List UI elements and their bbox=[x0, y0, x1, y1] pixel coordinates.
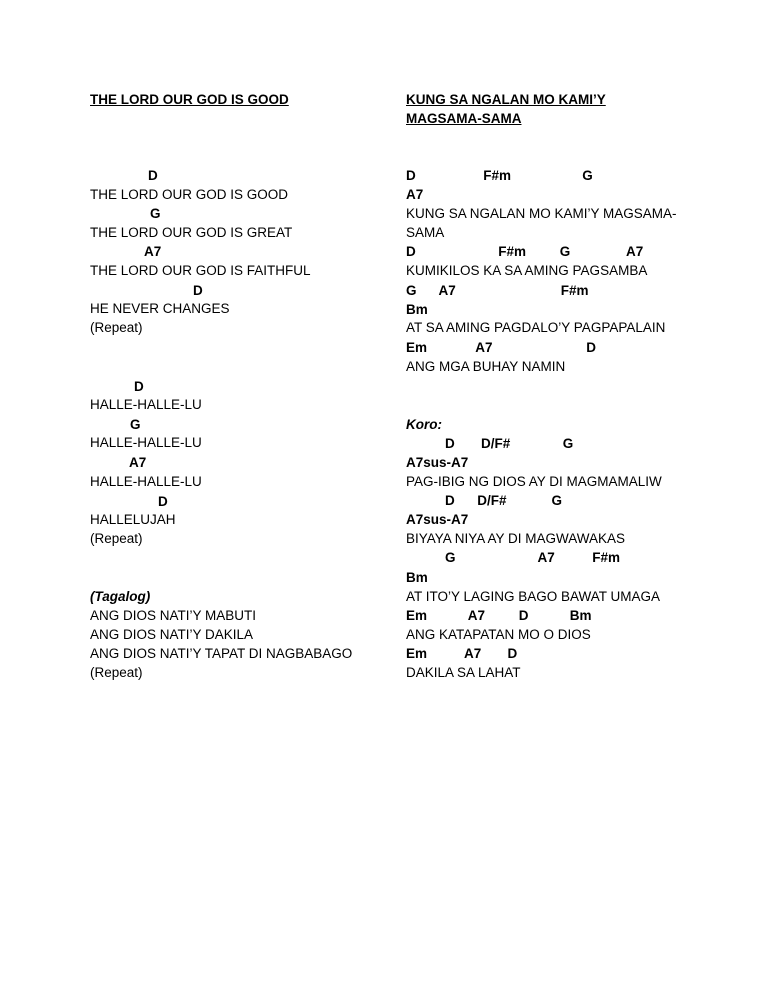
lyric-line: PAG-IBIG NG DIOS AY DI MAGMAMALIW bbox=[406, 474, 662, 489]
chord-line: G A7 F#m bbox=[406, 283, 589, 298]
chord-line: Bm bbox=[406, 302, 428, 317]
lyric-line: HE NEVER CHANGES bbox=[90, 301, 230, 316]
lyric-line: AT SA AMING PAGDALO’Y PAGPAPALAIN bbox=[406, 320, 666, 335]
repeat-note: (Repeat) bbox=[90, 665, 143, 680]
chord-line: G bbox=[130, 417, 141, 432]
lyric-line: THE LORD OUR GOD IS FAITHFUL bbox=[90, 263, 311, 278]
lyric-line: THE LORD OUR GOD IS GREAT bbox=[90, 225, 293, 240]
chord-line: D D/F# G bbox=[445, 493, 563, 508]
chord-line: A7 bbox=[144, 244, 162, 259]
lyric-line: HALLE-HALLE-LU bbox=[90, 474, 202, 489]
lyric-line: KUNG SA NGALAN MO KAMI’Y MAGSAMA- bbox=[406, 206, 677, 221]
chord-line: G bbox=[150, 206, 161, 221]
chord-line: D D/F# G bbox=[445, 436, 574, 451]
chord-line: D bbox=[134, 379, 144, 394]
chord-line: D F#m G bbox=[406, 168, 593, 183]
chord-line: Em A7 D Bm bbox=[406, 608, 592, 623]
chord-line: Em A7 D bbox=[406, 646, 518, 661]
lyric-line: SAMA bbox=[406, 225, 445, 240]
right-song-title-line1: KUNG SA NGALAN MO KAMI’Y bbox=[406, 92, 606, 107]
lyric-line: BIYAYA NIYA AY DI MAGWAWAKAS bbox=[406, 531, 626, 546]
tagalog-heading: (Tagalog) bbox=[90, 589, 151, 604]
right-song-title-line2: MAGSAMA-SAMA bbox=[406, 111, 522, 126]
lyric-line: HALLELUJAH bbox=[90, 512, 176, 527]
chorus-heading: Koro: bbox=[406, 417, 442, 432]
left-song-title: THE LORD OUR GOD IS GOOD bbox=[90, 92, 289, 107]
chord-line: A7sus-A7 bbox=[406, 512, 469, 527]
lyric-line: ANG DIOS NATI’Y DAKILA bbox=[90, 627, 254, 642]
chord-line: G A7 F#m bbox=[445, 550, 621, 565]
repeat-note: (Repeat) bbox=[90, 320, 143, 335]
chord-line: A7 bbox=[406, 187, 424, 202]
repeat-note: (Repeat) bbox=[90, 531, 143, 546]
chord-line: A7 bbox=[129, 455, 147, 470]
lyric-line: HALLE-HALLE-LU bbox=[90, 397, 202, 412]
chord-line: D bbox=[193, 283, 203, 298]
lyric-line: ANG MGA BUHAY NAMIN bbox=[406, 359, 566, 374]
lyric-line: ANG DIOS NATI’Y TAPAT DI NAGBABAGO bbox=[90, 646, 353, 661]
chord-line: Bm bbox=[406, 570, 428, 585]
lyric-line: KUMIKILOS KA SA AMING PAGSAMBA bbox=[406, 263, 648, 278]
lyric-line: AT ITO’Y LAGING BAGO BAWAT UMAGA bbox=[406, 589, 661, 604]
lyric-line: ANG KATAPATAN MO O DIOS bbox=[406, 627, 591, 642]
lyric-line: DAKILA SA LAHAT bbox=[406, 665, 521, 680]
chord-line: D bbox=[158, 494, 168, 509]
chord-line: D F#m G A7 bbox=[406, 244, 644, 259]
lyric-line: ANG DIOS NATI’Y MABUTI bbox=[90, 608, 257, 623]
chord-line: Em A7 D bbox=[406, 340, 597, 355]
chord-line: D bbox=[148, 168, 158, 183]
chord-line: A7sus-A7 bbox=[406, 455, 469, 470]
lyric-line: THE LORD OUR GOD IS GOOD bbox=[90, 187, 289, 202]
lyric-line: HALLE-HALLE-LU bbox=[90, 435, 202, 450]
